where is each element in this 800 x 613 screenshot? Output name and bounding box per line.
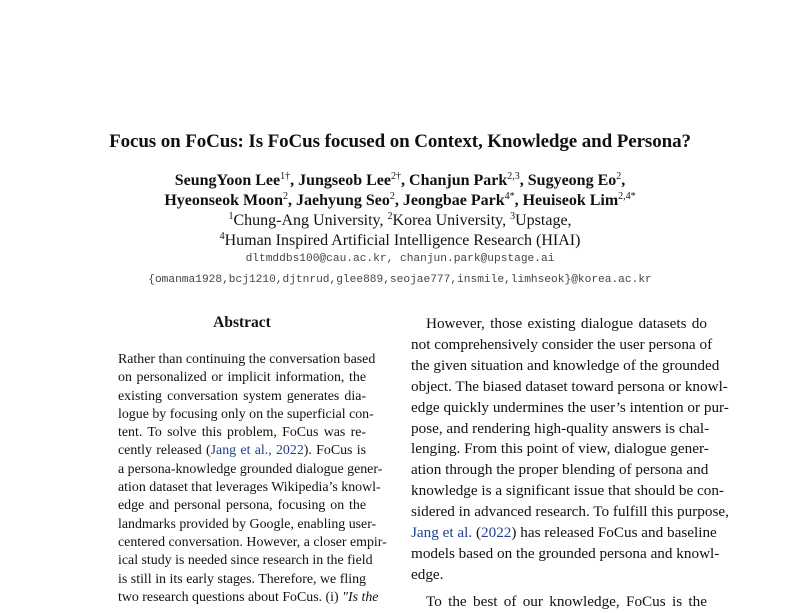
body-line: edge. — [411, 565, 444, 583]
body-line: not comprehensively consider the user persona of — [411, 335, 713, 353]
email-line-2: {omanma1928,bcj1210,djtnrud,glee889,seojae777,insmile,limhseok}@korea.ac.kr — [148, 274, 652, 286]
affiliation-name: Chung-Ang University, — [233, 212, 388, 229]
abstract-line: tent. To solve this problem, FoCus was re- — [118, 425, 366, 441]
citation-year: 2022 — [481, 524, 512, 542]
body-line: ation through the proper blending of persona and — [411, 461, 709, 479]
author-name: Jaehyung Seo — [296, 192, 390, 209]
author-separator: , — [621, 172, 626, 189]
abstract-line: logue by focusing only on the superficial con- — [118, 406, 374, 422]
author-name: Chanjun Park — [409, 172, 508, 189]
author-line-1 — [0, 171, 800, 191]
author-marker: 2,3 — [507, 171, 520, 182]
right-column — [411, 314, 729, 613]
abstract-line: edge and personal persona, focusing on the — [118, 498, 366, 514]
abstract-line: existing conversation system generates dia- — [118, 388, 366, 404]
abstract-line: ation dataset that leverages Wikipedia’s knowl- — [118, 480, 381, 496]
author-marker: 1† — [280, 171, 291, 182]
author-separator: , — [288, 192, 297, 209]
abstract-line: two research questions about FoCus. (i) "Is the — [118, 589, 379, 605]
abstract-line: on personalized or implicit information, the — [118, 370, 366, 386]
paper-title: Focus on FoCus: Is FoCus focused on Context, Knowledge and Persona? — [109, 131, 691, 152]
author-marker: 2 — [389, 191, 395, 202]
body-line: the given situation and knowledge of the grounded — [411, 356, 720, 374]
body-text — [411, 314, 729, 613]
body-line: edge quickly undermines the user’s intention or pur- — [411, 398, 729, 416]
paragraph-1 — [411, 314, 729, 586]
abstract-line: centered conversation. However, a closer empir- — [118, 534, 387, 550]
quoted-question: "Is the — [342, 589, 379, 605]
author-separator: , — [514, 192, 523, 209]
abstract-line: landmarks provided by Google, enabling user- — [118, 516, 377, 532]
affiliation-marker: 4 — [219, 231, 225, 242]
affiliation-line-1 — [0, 211, 800, 231]
affiliation-name: Korea University, — [392, 212, 511, 229]
author-name: Sugyeong Eo — [527, 172, 617, 189]
author-name: Hyeonseok Moon — [164, 192, 284, 209]
author-name: Heuiseok Lim — [522, 192, 619, 209]
author-name: SeungYoon Lee — [174, 172, 281, 189]
abstract-line: a persona-knowledge grounded dialogue gener- — [118, 461, 383, 477]
author-separator: , — [401, 172, 410, 189]
author-marker: 2† — [391, 171, 402, 182]
body-line: Jang et al. (2022) has released FoCus and baseline — [411, 524, 717, 542]
body-line: object. The biased dataset toward persona or knowl- — [411, 377, 728, 395]
body-line: pose, and rendering high-quality answers is chal- — [411, 419, 710, 437]
body-line: However, those existing dialogue datasets do — [426, 315, 707, 332]
abstract-line: is still in its early stages. Therefore, we fling — [118, 571, 366, 587]
affiliation-name: Upstage, — [515, 212, 572, 229]
email-line-1: dltmddbs100@cau.ac.kr, chanjun.park@upstage.ai — [245, 253, 555, 265]
author-separator: , — [394, 192, 403, 209]
citation-link: Jang et al., 2022 — [210, 443, 304, 459]
abstract-line: Rather than continuing the conversation based — [118, 352, 376, 367]
author-marker: 2 — [283, 191, 289, 202]
affiliation-line-2 — [0, 231, 800, 251]
paragraph-2 — [411, 592, 707, 613]
body-line: lenging. From this point of view, dialogue gener- — [411, 440, 709, 458]
author-marker: 4* — [504, 191, 515, 202]
author-separator: , — [290, 172, 299, 189]
affiliation-marker: 2 — [387, 211, 393, 222]
author-marker: 2 — [616, 171, 622, 182]
author-name: Jungseob Lee — [298, 172, 392, 189]
author-separator: , — [519, 172, 528, 189]
body-line: knowledge is a significant issue that should be con- — [411, 482, 724, 500]
author-block — [0, 171, 800, 251]
left-column — [118, 314, 387, 607]
affiliation-name: Human Inspired Artificial Intelligence Research (HIAI) — [224, 232, 581, 249]
body-line: To the best of our knowledge, FoCus is the — [426, 592, 707, 610]
abstract-line: ical study is needed since research in the field — [118, 553, 373, 569]
abstract-line: cently released (Jang et al., 2022). FoCus is — [118, 443, 366, 459]
body-line: sidered in advanced research. To fulfill this purpose, — [411, 503, 729, 521]
author-marker: 2,4* — [618, 191, 636, 202]
author-name: Jeongbae Park — [402, 192, 505, 209]
affiliation-marker: 1 — [228, 211, 234, 222]
affiliation-marker: 3 — [510, 211, 516, 222]
body-line: models based on the grounded persona and knowl- — [411, 544, 720, 562]
email-block — [0, 249, 800, 291]
abstract-text — [118, 351, 387, 607]
citation-link: Jang et al. — [411, 524, 473, 542]
author-line-2 — [0, 191, 800, 211]
abstract-heading: Abstract — [213, 314, 271, 331]
